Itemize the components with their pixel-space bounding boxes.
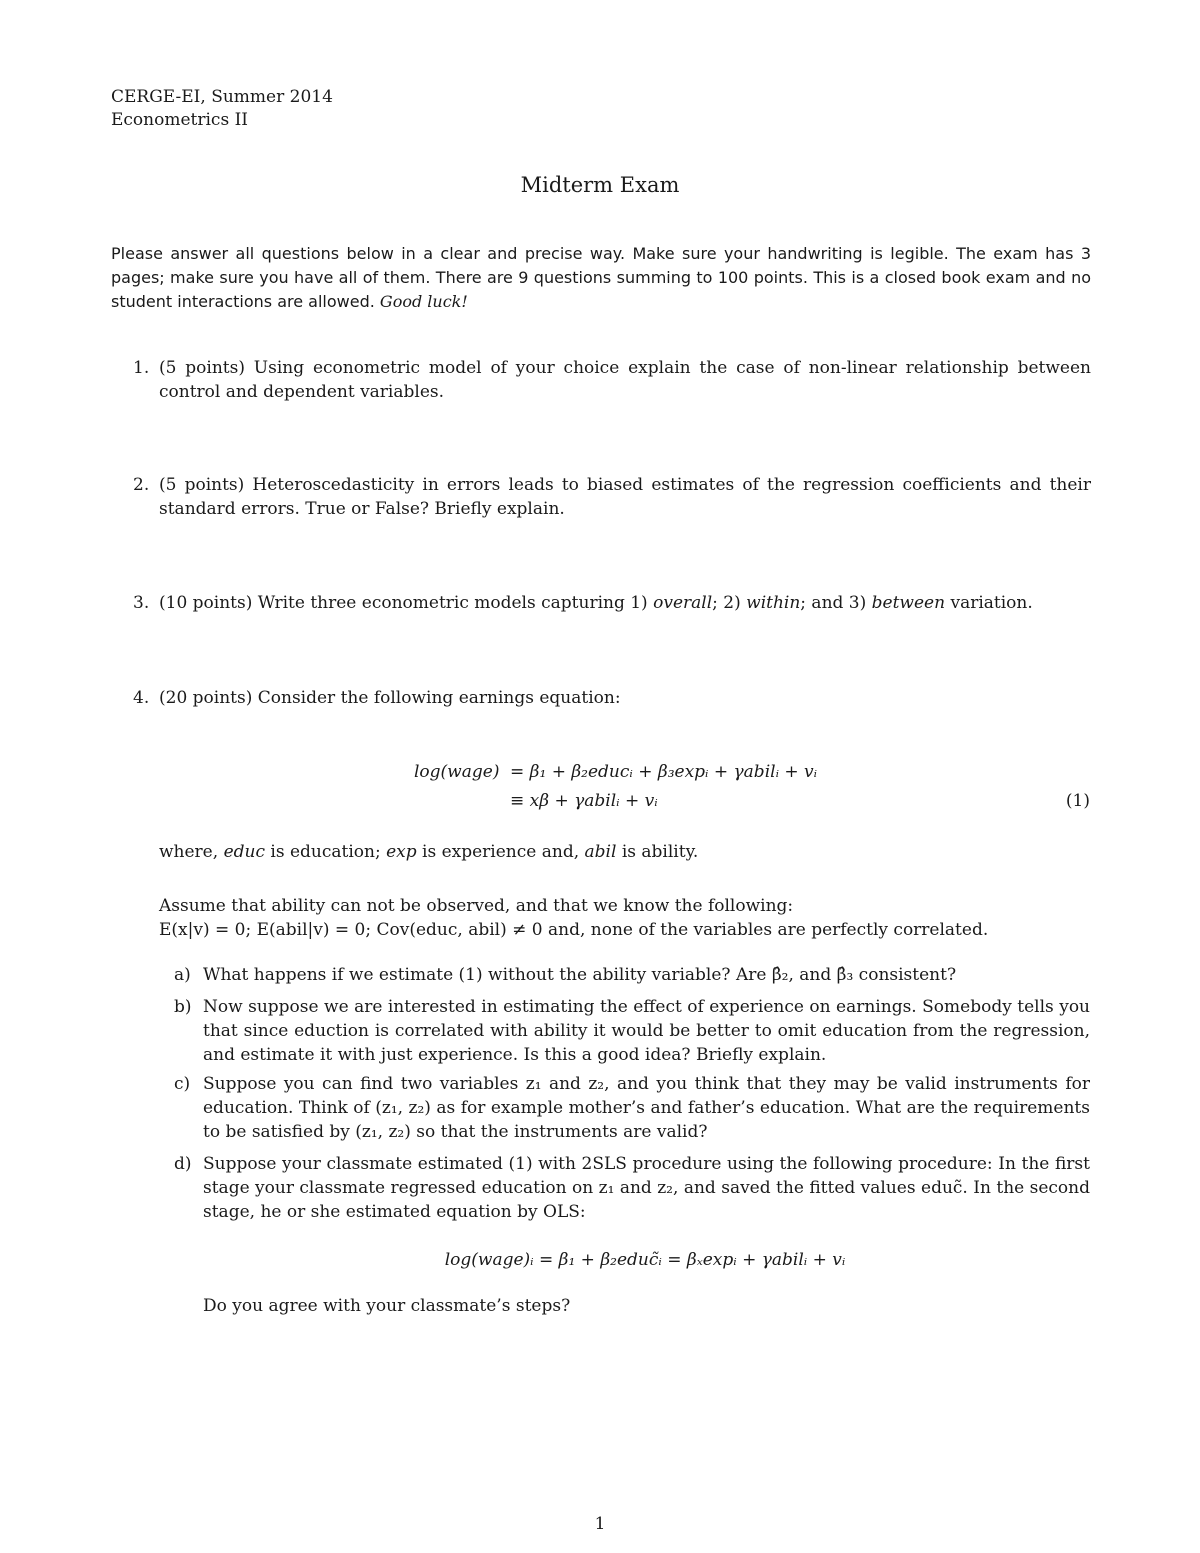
where-abil: abil xyxy=(584,842,617,862)
q3-text-d: variation. xyxy=(945,593,1033,613)
q3-between: between xyxy=(871,593,946,613)
where-exp: exp xyxy=(386,842,417,862)
exam-title: Midterm Exam xyxy=(520,173,680,197)
part-label: a) xyxy=(174,965,191,985)
assumptions-line-2: E(x|v) = 0; E(abil|v) = 0; Cov(educ, abil) ≠ 0 and, none of the variables are perfectly correlated. xyxy=(159,920,989,940)
variable-definitions xyxy=(159,840,698,864)
where-c: is experience and, xyxy=(416,842,585,862)
question-number: 4. xyxy=(133,688,150,708)
question-text: (5 points) Using econometric model of your choice explain the case of non-linear relationship between control and dependent variables. xyxy=(159,358,1091,402)
part-text: Suppose your classmate estimated (1) with 2SLS procedure using the following procedure: In the first stage your classmate regressed education on z₁ and z₂, and saved the fitted values educ̃. In the second stage, he or she estimated equation by OLS: xyxy=(203,1154,1090,1222)
q3-text-b: ; 2) xyxy=(712,593,747,613)
q3-text-c: ; and 3) xyxy=(800,593,872,613)
instructions-text: Please answer all questions below in a clear and precise way. Make sure your handwriting is legible. The exam has 3 pages; make sure you have all of them. There are 9 questions summing to 100 points. This is a closed book exam and no student interactions are allowed. xyxy=(111,244,1091,311)
part-d xyxy=(160,1152,1090,1224)
instructions-closing: Good luck! xyxy=(379,292,468,311)
part-a xyxy=(160,963,1090,987)
question-4 xyxy=(111,686,1091,710)
where-educ: educ xyxy=(223,842,265,862)
instructions xyxy=(111,242,1091,314)
part-label: c) xyxy=(174,1074,191,1094)
part-d-followup: Do you agree with your classmate’s steps? xyxy=(203,1296,571,1316)
earnings-equation-rhs-1: = β₁ + β₂educᵢ + β₃expᵢ + γabilᵢ + vᵢ xyxy=(510,762,818,782)
where-b: is education; xyxy=(264,842,387,862)
page-number: 1 xyxy=(594,1514,606,1534)
q3-overall: overall xyxy=(653,593,713,613)
institution-line: CERGE-EI, Summer 2014 xyxy=(111,87,333,107)
exam-header xyxy=(111,86,333,132)
part-b xyxy=(160,995,1090,1067)
question-text xyxy=(159,591,1091,615)
earnings-equation-rhs-2: ≡ xβ + γabilᵢ + vᵢ xyxy=(510,791,658,811)
where-a: where, xyxy=(159,842,224,862)
question-1 xyxy=(111,356,1091,404)
question-3 xyxy=(111,591,1091,615)
question-2 xyxy=(111,473,1091,521)
2sls-equation: log(wage)ᵢ = β₁ + β₂educ̃ᵢ = βₓexpᵢ + γabilᵢ + vᵢ xyxy=(444,1250,846,1270)
question-number: 3. xyxy=(133,593,150,613)
part-text: Now suppose we are interested in estimating the effect of experience on earnings. Somebody tells you that since eduction is correlated with ability it would be better to omit education from the regression, and estimate it with just experience. Is this a good idea? Briefly explain. xyxy=(203,997,1090,1065)
where-d: is ability. xyxy=(616,842,699,862)
question-text: (20 points) Consider the following earnings equation: xyxy=(159,688,621,708)
q3-text-a: (10 points) Write three econometric models capturing 1) xyxy=(159,593,654,613)
earnings-equation-lhs: log(wage) xyxy=(414,762,500,782)
equation-number: (1) xyxy=(1065,791,1090,811)
q3-within: within xyxy=(746,593,801,613)
question-text: (5 points) Heteroscedasticity in errors leads to biased estimates of the regression coefficients and their standard errors. True or False? Briefly explain. xyxy=(159,475,1091,519)
assumptions-line-1: Assume that ability can not be observed, and that we know the following: xyxy=(159,896,794,916)
course-line: Econometrics II xyxy=(111,110,249,130)
question-number: 2. xyxy=(133,475,150,495)
part-c xyxy=(160,1072,1090,1144)
part-text: What happens if we estimate (1) without the ability variable? Are β̂₂, and β̂₃ consistent? xyxy=(203,965,957,985)
part-text: Suppose you can find two variables z₁ and z₂, and you think that they may be valid instruments for education. Think of (z₁, z₂) as for example mother’s and father’s education. What are the requirements to be satisfied by (z₁, z₂) so that the instruments are valid? xyxy=(203,1074,1090,1142)
question-number: 1. xyxy=(133,358,150,378)
part-label: b) xyxy=(174,997,192,1017)
part-label: d) xyxy=(174,1154,192,1174)
